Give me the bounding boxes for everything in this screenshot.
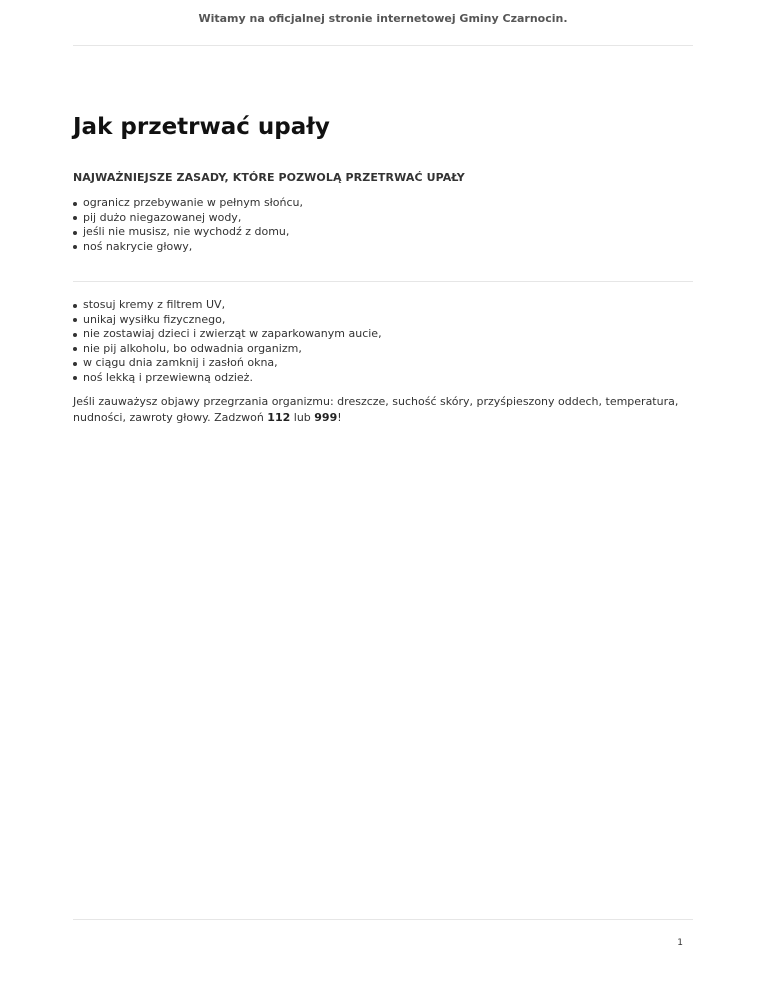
list-item: w ciągu dnia zamknij i zasłoń okna, xyxy=(73,356,382,371)
header-divider xyxy=(73,45,693,46)
page-number: 1 xyxy=(677,938,683,948)
list-item: noś nakrycie głowy, xyxy=(73,240,303,255)
paragraph-text-before: Jeśli zauważysz objawy przegrzania organizmu: dreszcze, suchość skóry, przyśpieszony oddech, temperatura, nudności, zawroty głowy. Zadzwoń xyxy=(73,395,679,424)
paragraph-text-after: ! xyxy=(337,411,342,424)
symptoms-paragraph xyxy=(73,394,693,426)
section-divider xyxy=(73,281,693,282)
list-item: ogranicz przebywanie w pełnym słońcu, xyxy=(73,196,303,211)
section-subtitle: NAJWAŻNIEJSZE ZASADY, KTÓRE POZWOLĄ PRZETRWAĆ UPAŁY xyxy=(73,171,465,184)
document-page xyxy=(73,0,693,994)
list-item: noś lekką i przewiewną odzież. xyxy=(73,371,382,386)
footer-divider xyxy=(73,919,693,920)
list-item: jeśli nie musisz, nie wychodź z domu, xyxy=(73,225,303,240)
emergency-number-112: 112 xyxy=(267,411,291,424)
list-item: pij dużo niegazowanej wody, xyxy=(73,211,303,226)
emergency-number-999: 999 xyxy=(314,411,338,424)
list-item: nie pij alkoholu, bo odwadnia organizm, xyxy=(73,342,382,357)
list-item: unikaj wysiłku fizycznego, xyxy=(73,313,382,328)
rules-list-primary xyxy=(73,196,303,254)
site-welcome-header: Witamy na oficjalnej stronie internetowej Gminy Czarnocin. xyxy=(198,12,568,25)
paragraph-text-middle: lub xyxy=(290,411,315,424)
page-title: Jak przetrwać upały xyxy=(73,114,330,140)
list-item: nie zostawiaj dzieci i zwierząt w zaparkowanym aucie, xyxy=(73,327,382,342)
rules-list-secondary xyxy=(73,298,382,385)
list-item: stosuj kremy z filtrem UV, xyxy=(73,298,382,313)
